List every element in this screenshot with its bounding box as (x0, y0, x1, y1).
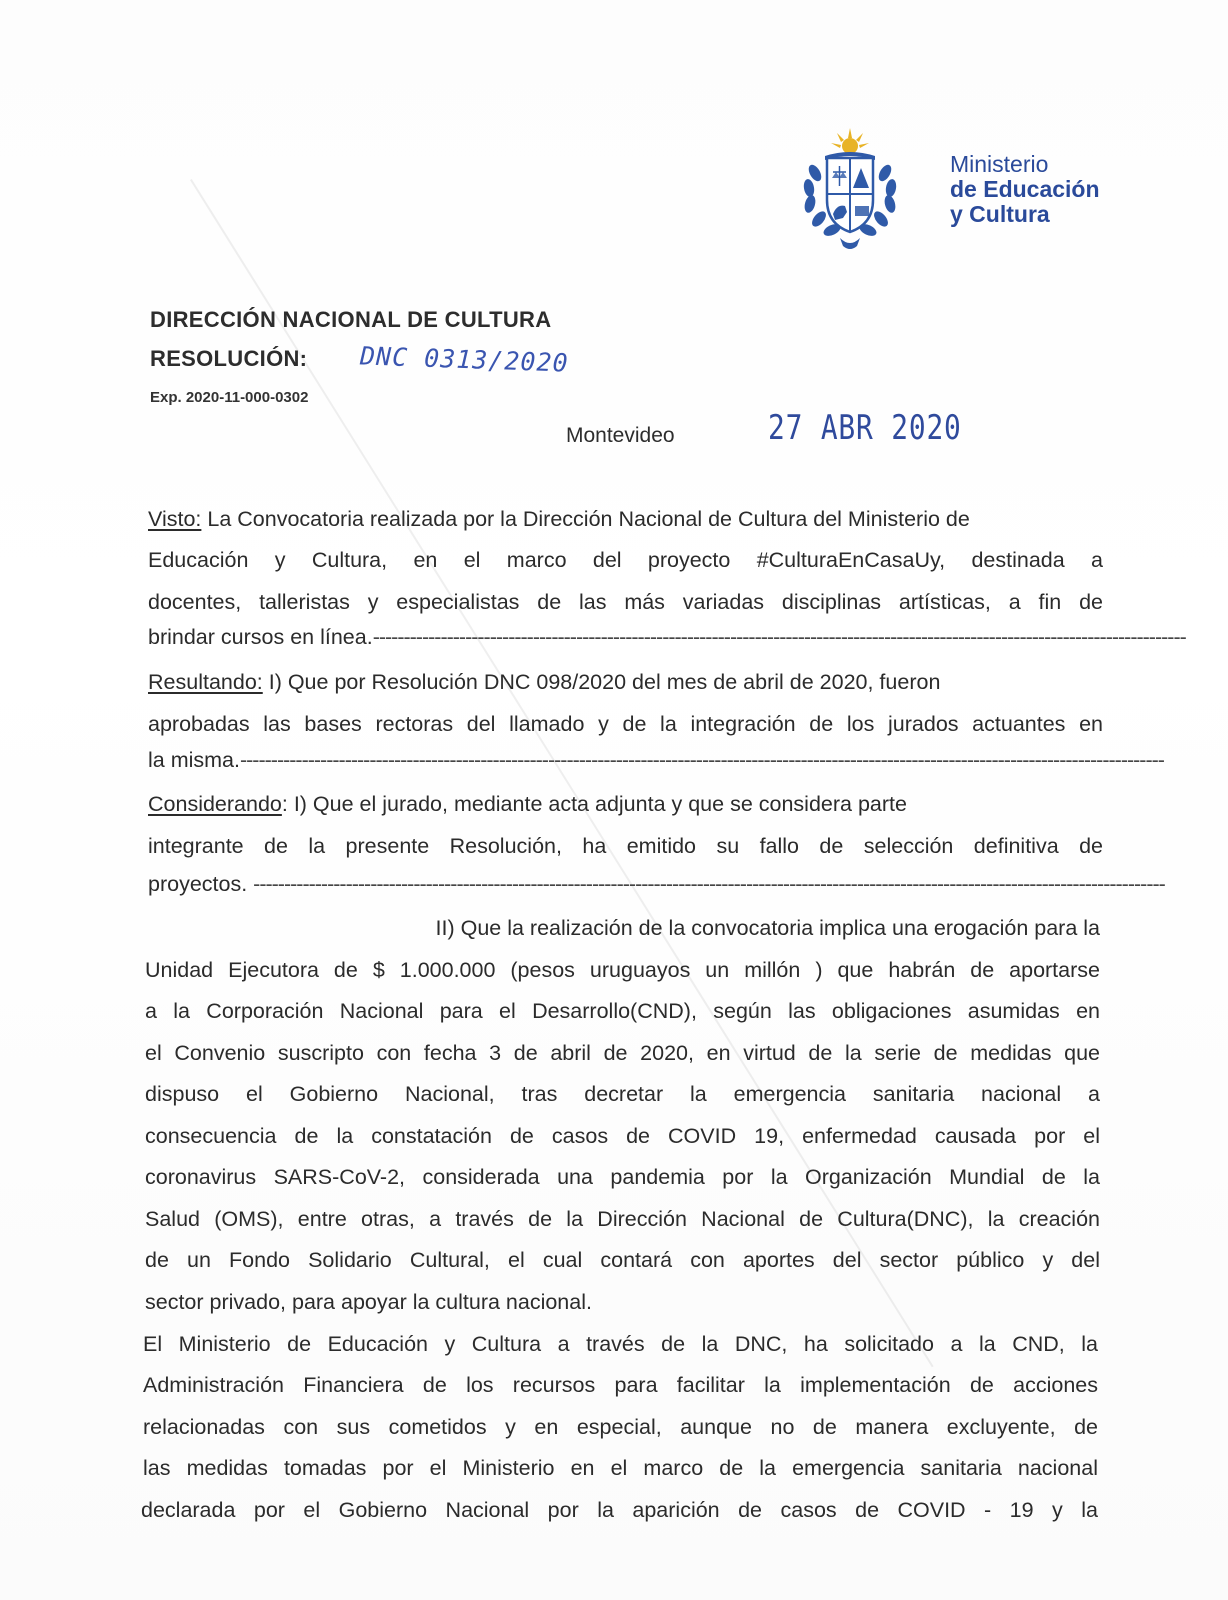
ii-line-6: consecuencia de la constatación de casos de COVID 19, enfermedad causada por el (145, 1124, 1100, 1148)
resultando-line-2: aprobadas las bases rectoras del llamado y de la integración de los jurados actuantes en (148, 712, 1103, 736)
considerando-line-3 (148, 870, 1165, 898)
resultando-text-3: la misma. (148, 748, 240, 772)
mec-line-2: Administración Financiera de los recursos para facilitar la implementación de acciones (143, 1373, 1098, 1397)
mec-line-5: declarada por el Gobierno Nacional por la aparición de casos de COVID - 19 y la (141, 1498, 1098, 1522)
filler-dashes: ------------------------------------------------------------------------------------------------------------------------------------------------------ (239, 748, 1164, 772)
ii-line-7: coronavirus SARS-CoV-2, considerada una pandemia por la Organización Mundial de la (145, 1165, 1100, 1189)
filler-dashes: ---------------------------------------------------------------------------------------------------------------------------------------------------- (253, 872, 1165, 896)
ii-line-4: el Convenio suscripto con fecha 3 de abril de 2020, en virtud de la serie de medidas que (145, 1041, 1100, 1065)
considerando-label: Considerando (148, 792, 282, 816)
visto-label: Visto: (148, 507, 202, 531)
considerando-text-3: proyectos. (148, 872, 248, 896)
resolution-number-handwritten: DNC 0313/2020 (359, 341, 570, 378)
mec-line-4: las medidas tomadas por el Ministerio en el marco de la emergencia sanitaria nacional (143, 1456, 1098, 1480)
ministry-name-line1: Ministerio (950, 151, 1049, 177)
visto-line-1 (148, 505, 1103, 533)
ii-line-3: a la Corporación Nacional para el Desarrollo(CND), según las obligaciones asumidas en (145, 999, 1100, 1023)
ii-line-1: II) Que la realización de la convocatoria implica una erogación para la (435, 916, 1100, 940)
considerando-text-1: : I) Que el jurado, mediante acta adjunta y que se considera parte (281, 792, 907, 816)
visto-text-1: La Convocatoria realizada por la Dirección Nacional de Cultura del Ministerio de (201, 507, 970, 531)
ii-line-10: sector privado, para apoyar la cultura nacional. (145, 1290, 592, 1314)
date-stamp: 27 ABR 2020 (768, 408, 962, 448)
resultando-text-1: I) Que por Resolución DNC 098/2020 del mes de abril de 2020, fueron (262, 670, 941, 694)
resolution-label: RESOLUCIÓN: (150, 346, 308, 371)
considerando-line-1 (148, 790, 1103, 818)
visto-line-2: Educación y Cultura, en el marco del proyecto #CulturaEnCasaUy, destinada a (148, 548, 1103, 572)
mec-line-1: El Ministerio de Educación y Cultura a través de la DNC, ha solicitado a la CND, la (143, 1332, 1098, 1356)
uruguay-coat-of-arms-icon (795, 128, 905, 253)
resultando-line-3 (148, 746, 1164, 774)
ii-line-5: dispuso el Gobierno Nacional, tras decretar la emergencia sanitaria nacional a (145, 1082, 1100, 1106)
city-name: Montevideo (566, 424, 675, 447)
filler-dashes: ------------------------------------------------------------------------------------------------------------------------------------ (372, 625, 1186, 649)
expediente-number: Exp. 2020-11-000-0302 (150, 389, 309, 406)
visto-line-4 (148, 623, 1186, 651)
ii-line-2: Unidad Ejecutora de $ 1.000.000 (pesos uruguayos un millón ) que habrán de aportarse (145, 958, 1100, 982)
ministry-name-line3: y Cultura (950, 201, 1050, 227)
ministry-logo (795, 128, 1125, 253)
ministry-name-line2: de Educación (950, 176, 1100, 202)
resultando-line-1 (148, 668, 1103, 696)
direction-title: DIRECCIÓN NACIONAL DE CULTURA (150, 307, 552, 332)
ii-line-8: Salud (OMS), entre otras, a través de la Dirección Nacional de Cultura(DNC), la creación (145, 1207, 1100, 1231)
visto-line-3: docentes, talleristas y especialistas de las más variadas disciplinas artísticas, a fin de (148, 590, 1103, 614)
resultando-label: Resultando: (148, 670, 263, 694)
mec-line-3: relacionadas con sus cometidos y en especial, aunque no de manera excluyente, de (143, 1415, 1098, 1439)
considerando-line-2: integrante de la presente Resolución, ha emitido su fallo de selección definitiva de (148, 834, 1103, 858)
visto-text-4: brindar cursos en línea. (148, 625, 373, 649)
ii-line-9: de un Fondo Solidario Cultural, el cual contará con aportes del sector público y del (145, 1248, 1100, 1272)
ministry-name (950, 152, 1100, 227)
